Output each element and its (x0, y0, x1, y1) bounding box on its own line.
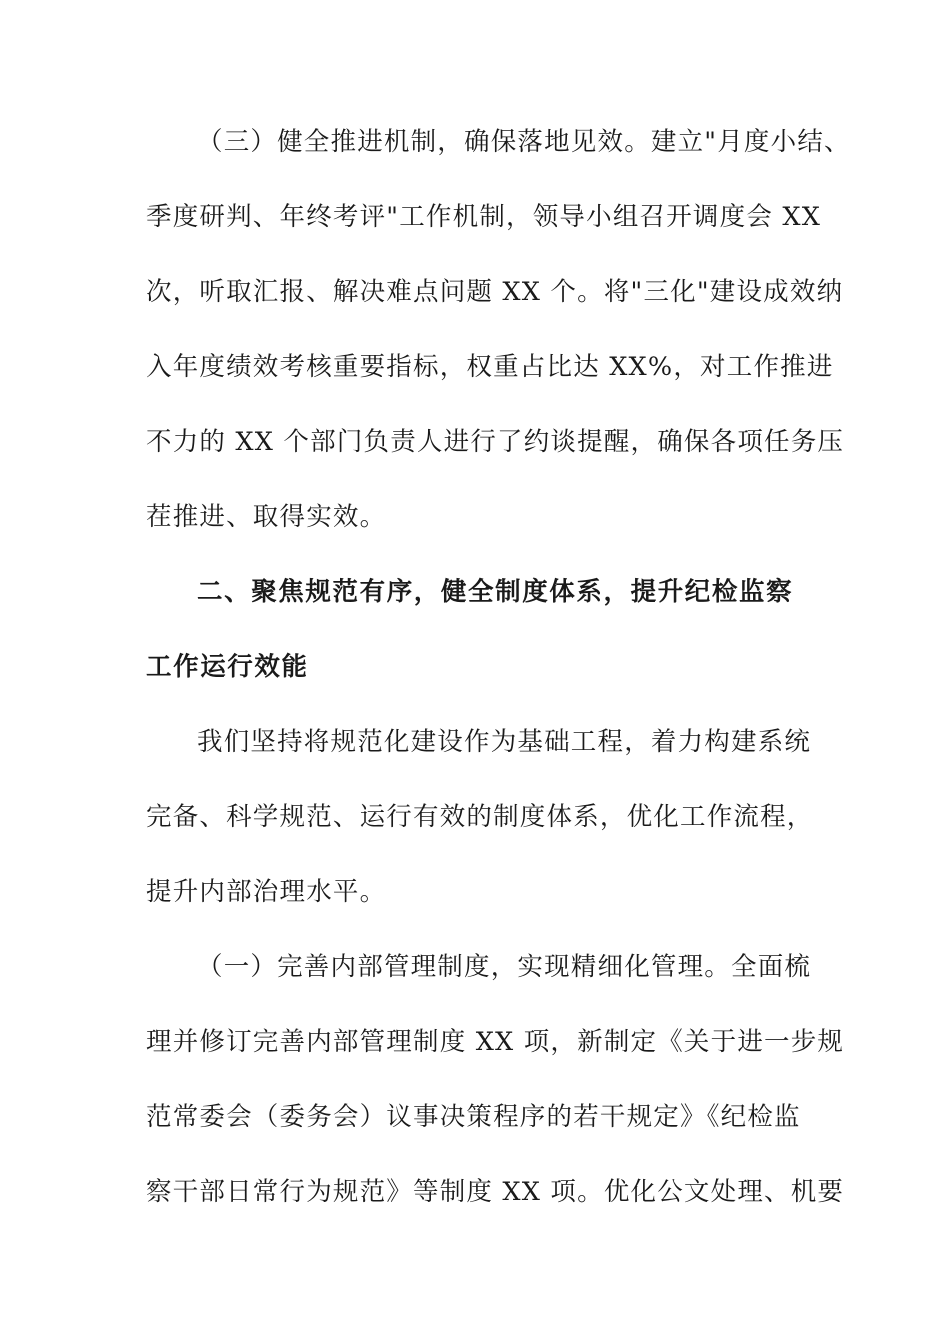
paragraph-line: 范常委会（委务会）议事决策程序的若干规定》《纪检监 (146, 1102, 801, 1132)
paragraph-line: 理并修订完善内部管理制度 XX 项，新制定《关于进一步规 (146, 1027, 845, 1057)
paragraph-line: 入年度绩效考核重要指标，权重占比达 XX%，对工作推进 (146, 352, 834, 382)
paragraph-line: 次，听取汇报、解决难点问题 XX 个。将"三化"建设成效纳 (146, 277, 844, 307)
paragraph-line: 季度研判、年终考评"工作机制，领导小组召开调度会 XX (146, 202, 822, 232)
paragraph-line: 不力的 XX 个部门负责人进行了约谈提醒，确保各项任务压 (146, 427, 845, 457)
paragraph-line: 茬推进、取得实效。 (146, 502, 387, 532)
paragraph-line: （一）完善内部管理制度，实现精细化管理。全面梳 (197, 952, 812, 982)
paragraph-line: 完备、科学规范、运行有效的制度体系，优化工作流程， (146, 802, 814, 832)
section-heading: 二、聚焦规范有序，健全制度体系，提升纪检监察 (197, 577, 794, 607)
paragraph-line: 提升内部治理水平。 (146, 877, 387, 907)
section-heading: 工作运行效能 (146, 652, 309, 682)
paragraph-line: （三）健全推进机制，确保落地见效。建立"月度小结、 (197, 127, 851, 157)
paragraph-line: 察干部日常行为规范》等制度 XX 项。优化公文处理、机要 (146, 1177, 845, 1207)
paragraph-line: 我们坚持将规范化建设作为基础工程，着力构建系统 (197, 727, 812, 757)
